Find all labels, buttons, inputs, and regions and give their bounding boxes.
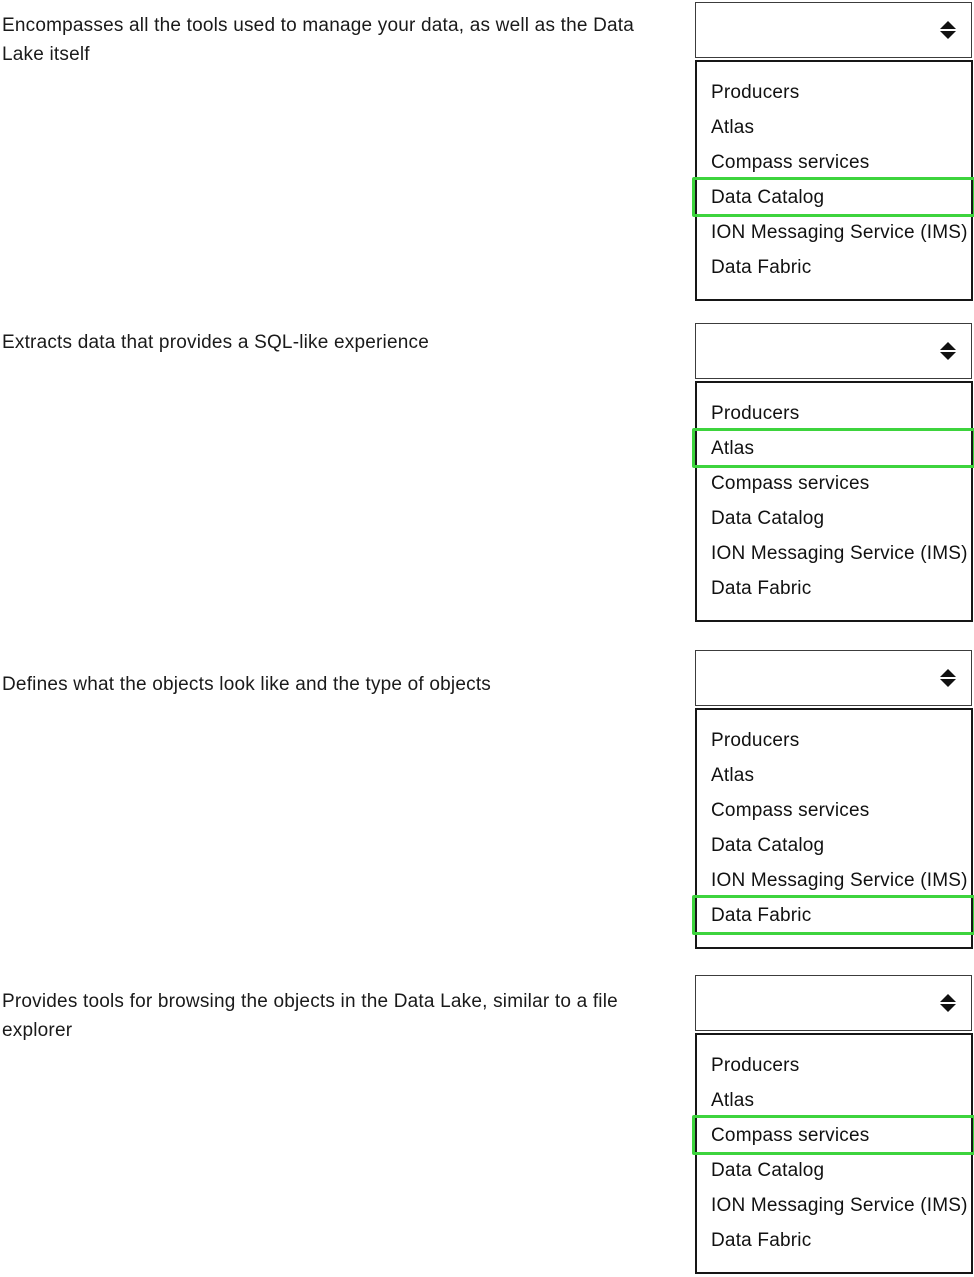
option-atlas[interactable]: Atlas <box>697 431 971 466</box>
option-data-fabric[interactable]: Data Fabric <box>711 1230 812 1251</box>
option-data-fabric[interactable]: Data Fabric <box>697 898 971 933</box>
dropdown-options-list-4 <box>695 1033 973 1274</box>
option-compass-services[interactable]: Compass services <box>711 473 870 494</box>
dropdown-group-1 <box>695 2 973 301</box>
question-2-text: Extracts data that provides a SQL-like experience <box>2 332 429 353</box>
question-3-text: Defines what the objects look like and the type of objects <box>2 674 491 695</box>
option-producers[interactable]: Producers <box>711 82 800 103</box>
option-data-catalog[interactable]: Data Catalog <box>697 180 971 215</box>
dropdown-group-3 <box>695 650 973 949</box>
updown-arrows-icon <box>939 342 956 360</box>
option-data-catalog[interactable]: Data Catalog <box>711 1160 825 1181</box>
option-producers[interactable]: Producers <box>711 403 800 424</box>
option-data-fabric[interactable]: Data Fabric <box>711 257 812 278</box>
option-atlas[interactable]: Atlas <box>711 765 755 786</box>
option-ion-messaging-service[interactable]: ION Messaging Service (IMS) <box>711 543 968 564</box>
option-compass-services[interactable]: Compass services <box>711 800 870 821</box>
option-data-catalog[interactable]: Data Catalog <box>711 835 825 856</box>
option-ion-messaging-service[interactable]: ION Messaging Service (IMS) <box>711 222 968 243</box>
dropdown-select-1[interactable] <box>695 2 972 58</box>
option-producers[interactable]: Producers <box>711 1055 800 1076</box>
dropdown-select-2[interactable] <box>695 323 972 379</box>
option-ion-messaging-service[interactable]: ION Messaging Service (IMS) <box>711 870 968 891</box>
option-data-catalog[interactable]: Data Catalog <box>711 508 825 529</box>
option-atlas[interactable]: Atlas <box>711 1090 755 1111</box>
option-producers[interactable]: Producers <box>711 730 800 751</box>
question-4-text: Provides tools for browsing the objects in the Data Lake, similar to a file explorer <box>2 991 618 1041</box>
dropdown-select-3[interactable] <box>695 650 972 706</box>
question-1-text: Encompasses all the tools used to manage your data, as well as the Data Lake itself <box>2 15 635 65</box>
updown-arrows-icon <box>939 21 956 39</box>
option-atlas[interactable]: Atlas <box>711 117 755 138</box>
dropdown-options-list-2 <box>695 381 973 622</box>
dropdown-select-4[interactable] <box>695 975 972 1031</box>
option-compass-services[interactable]: Compass services <box>711 152 870 173</box>
option-compass-services[interactable]: Compass services <box>697 1118 971 1153</box>
updown-arrows-icon <box>939 669 956 687</box>
dropdown-options-list-1 <box>695 60 973 301</box>
option-ion-messaging-service[interactable]: ION Messaging Service (IMS) <box>711 1195 968 1216</box>
dropdown-group-2 <box>695 323 973 622</box>
updown-arrows-icon <box>939 994 956 1012</box>
option-data-fabric[interactable]: Data Fabric <box>711 578 812 599</box>
dropdown-options-list-3 <box>695 708 973 949</box>
dropdown-group-4 <box>695 975 973 1274</box>
